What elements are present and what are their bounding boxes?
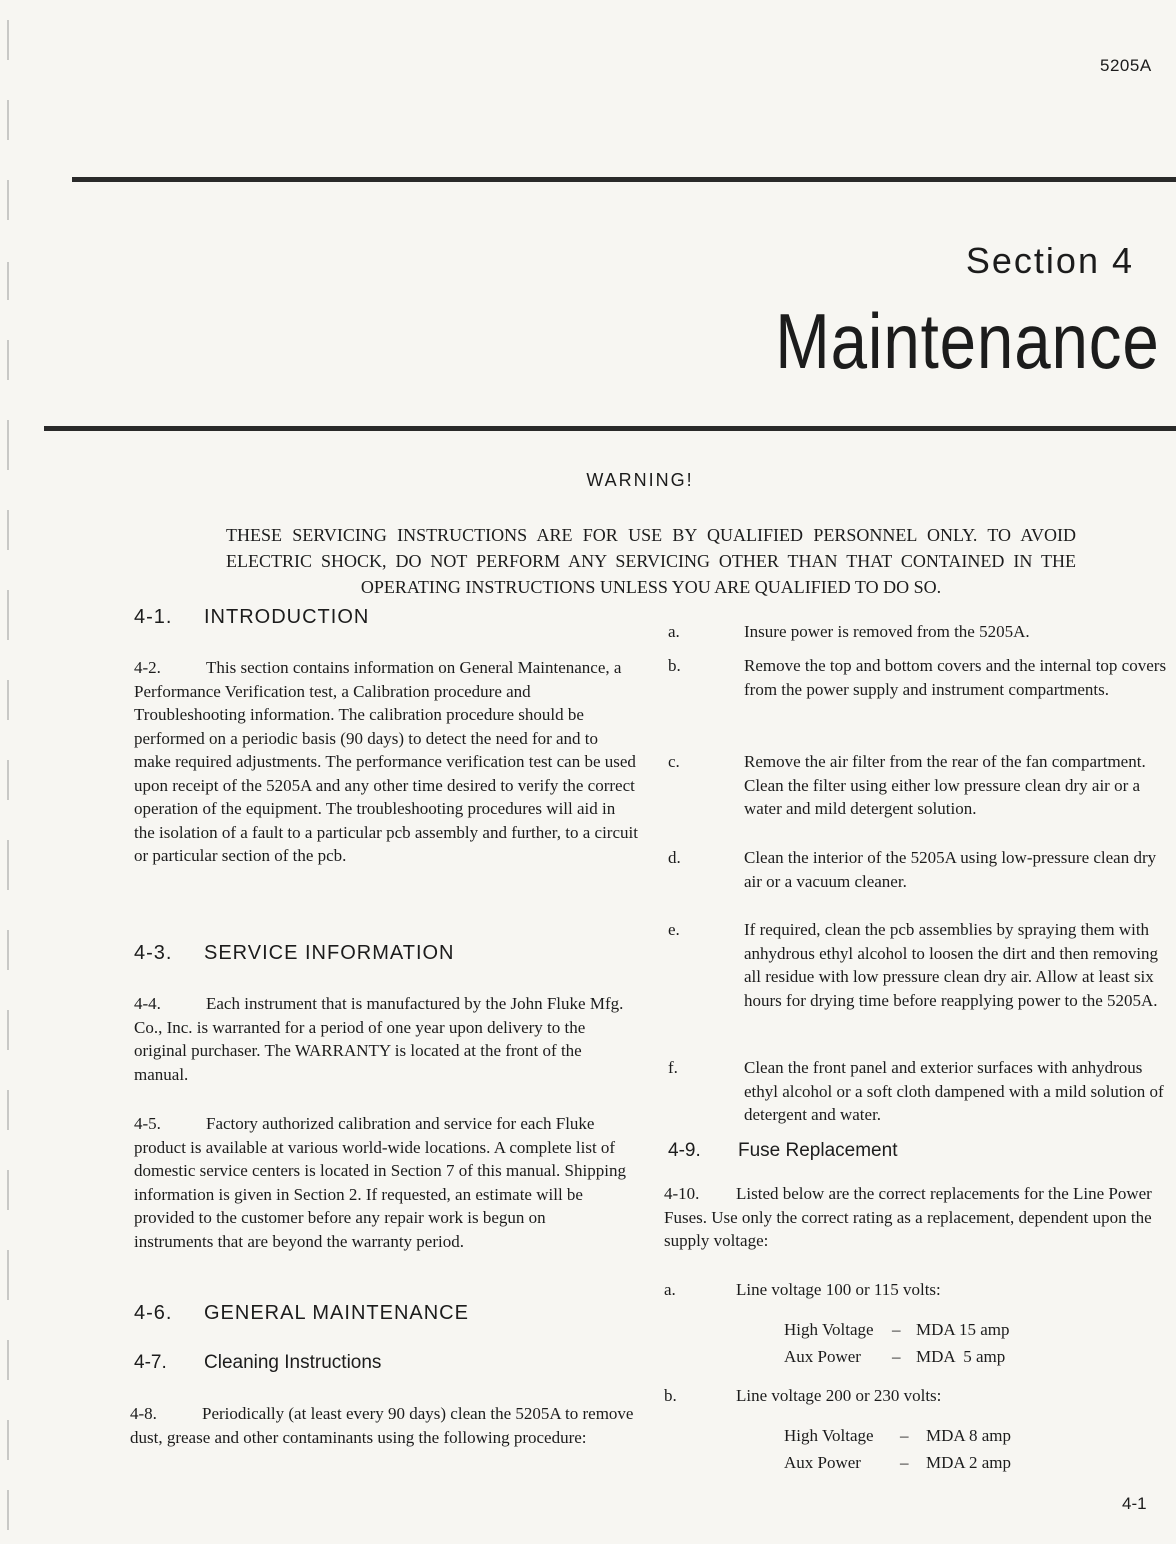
fuse-row — [784, 1422, 1011, 1449]
binder-edge-marks — [0, 0, 22, 1544]
paragraph-number: 4-8. — [130, 1404, 157, 1423]
heading-cleaning-instructions — [134, 1352, 381, 1374]
heading-general-maintenance — [134, 1302, 469, 1325]
paragraph-4-2 — [134, 656, 638, 868]
bottom-rule — [44, 426, 1176, 431]
warning-body: THESE SERVICING INSTRUCTIONS ARE FOR USE BY QUALIFIED PERSONNEL ONLY. TO AVOID ELECTRIC SHOCK, DO NOT PERFORM ANY SERVICING OTHER THAN THAT CONTAINED IN THE OPERATING INSTRUCTIONS UNLESS YOU ARE QUALIFIED TO DO SO. — [226, 525, 1076, 597]
model-number: 5205A — [1100, 56, 1152, 75]
fuse-value: MDA 8 amp — [926, 1426, 1011, 1445]
heading-text: Fuse Replacement — [738, 1140, 898, 1161]
paragraph-number: 4-10. — [664, 1184, 700, 1203]
heading-number: 4-3. — [134, 942, 173, 964]
heading-number: 4-7. — [134, 1352, 167, 1373]
fuse-value: MDA 5 amp — [916, 1347, 1006, 1366]
heading-text: GENERAL MAINTENANCE — [204, 1302, 469, 1324]
fuse-row — [784, 1449, 1011, 1476]
step-text: Remove the air filter from the rear of the fan compartment. Clean the filter using either low pressure clean dry air or a water and mild detergent solution. — [744, 752, 1146, 818]
step-item — [668, 918, 1176, 1012]
step-letter: e. — [668, 920, 680, 939]
fuse-voltage-text: Line voltage 100 or 115 volts: — [736, 1280, 941, 1299]
heading-number: 4-1. — [134, 606, 173, 628]
heading-service-information — [134, 942, 455, 965]
fuse-value: MDA 2 amp — [926, 1453, 1011, 1472]
paragraph-text: This section contains information on General Maintenance, a Performance Verification test, a Calibration procedure and Troubleshooting information. The calibration procedure should be performed on a periodic basis (90 days) to detect the need for and to make required adjustments. The performance verification test can be used upon receipt of the 5205A and any other time desired to verify the correct operation of the equipment. The troubleshooting procedures will aid in the isolation of a fault to a particular pcb assembly and further, to a circuit or particular section of the pcb. — [134, 658, 638, 865]
fuse-dash: – — [892, 1347, 901, 1366]
step-text: Clean the interior of the 5205A using low-pressure clean dry air or a vacuum cleaner. — [744, 848, 1157, 891]
heading-introduction — [134, 606, 369, 629]
fuse-row — [784, 1316, 1010, 1343]
heading-fuse-replacement — [668, 1140, 897, 1162]
step-letter: d. — [668, 848, 681, 867]
step-letter: c. — [668, 752, 680, 771]
fuse-voltage-item — [664, 1278, 1164, 1302]
step-letter: a. — [668, 622, 680, 641]
warning-title: WARNING! — [586, 470, 694, 490]
paragraph-4-10 — [664, 1182, 1164, 1253]
fuse-voltage-item — [664, 1384, 1164, 1408]
step-item — [668, 1056, 1174, 1127]
step-text: Insure power is removed from the 5205A. — [744, 622, 1030, 641]
paragraph-text: Listed below are the correct replacements for the Line Power Fuses. Use only the correct rating as a replacement, dependent upon the supply voltage: — [664, 1184, 1152, 1250]
step-letter: f. — [668, 1058, 678, 1077]
paragraph-number: 4-5. — [134, 1114, 161, 1133]
step-text: Clean the front panel and exterior surfaces with anhydrous ethyl alcohol or a soft cloth dampened with a mild solution of detergent and water. — [744, 1058, 1164, 1124]
fuse-dash: – — [892, 1320, 901, 1339]
step-item — [668, 654, 1174, 701]
paragraph-text: Periodically (at least every 90 days) clean the 5205A to remove dust, grease and other contaminants using the following procedure: — [130, 1404, 634, 1447]
step-item — [668, 846, 1174, 893]
heading-number: 4-6. — [134, 1302, 173, 1324]
fuse-letter: b. — [664, 1386, 677, 1405]
paragraph-4-8 — [130, 1402, 642, 1449]
fuse-label: Aux Power — [784, 1453, 861, 1472]
step-text: If required, clean the pcb assemblies by spraying them with anhydrous ethyl alcohol to loosen the dirt and then removing all residue with low pressure clean dry air. Allow at least six hours for drying time before reapplying power to the 5205A. — [744, 920, 1159, 1010]
paragraph-text: Each instrument that is manufactured by the John Fluke Mfg. Co., Inc. is warranted for a period of one year upon delivery to the original purchaser. The WARRANTY is located at the front of the manual. — [134, 994, 624, 1084]
fuse-label: Aux Power — [784, 1347, 861, 1366]
paragraph-number: 4-4. — [134, 994, 161, 1013]
paragraph-number: 4-2. — [134, 658, 161, 677]
fuse-letter: a. — [664, 1280, 676, 1299]
paragraph-text: Factory authorized calibration and service for each Fluke product is available at various world-wide locations. A complete list of domestic service centers is located in Section 7 of this manual. Shipping information is given in Section 2. If requested, an estimate will be provided to the customer before any repair work is begun on instruments that are beyond the warranty period. — [134, 1114, 626, 1251]
paragraph-4-4 — [134, 992, 624, 1086]
section-title: Maintenance — [775, 297, 1160, 385]
fuse-row — [784, 1343, 1005, 1370]
heading-number: 4-9. — [668, 1140, 701, 1161]
top-rule — [72, 177, 1176, 182]
heading-text: INTRODUCTION — [204, 606, 370, 628]
section-number: Section 4 — [965, 240, 1134, 281]
fuse-dash: – — [900, 1426, 909, 1445]
fuse-value: MDA 15 amp — [916, 1320, 1010, 1339]
step-item — [668, 620, 1174, 644]
heading-text: SERVICE INFORMATION — [204, 942, 455, 964]
step-text: Remove the top and bottom covers and the internal top covers from the power supply and instrument compartments. — [744, 656, 1167, 699]
paragraph-4-5 — [134, 1112, 628, 1253]
fuse-label: High Voltage — [784, 1320, 874, 1339]
step-item — [668, 750, 1176, 821]
heading-text: Cleaning Instructions — [204, 1352, 382, 1373]
fuse-dash: – — [900, 1453, 909, 1472]
page-number: 4-1 — [1122, 1494, 1147, 1513]
step-letter: b. — [668, 656, 681, 675]
fuse-voltage-text: Line voltage 200 or 230 volts: — [736, 1386, 942, 1405]
fuse-label: High Voltage — [784, 1426, 874, 1445]
